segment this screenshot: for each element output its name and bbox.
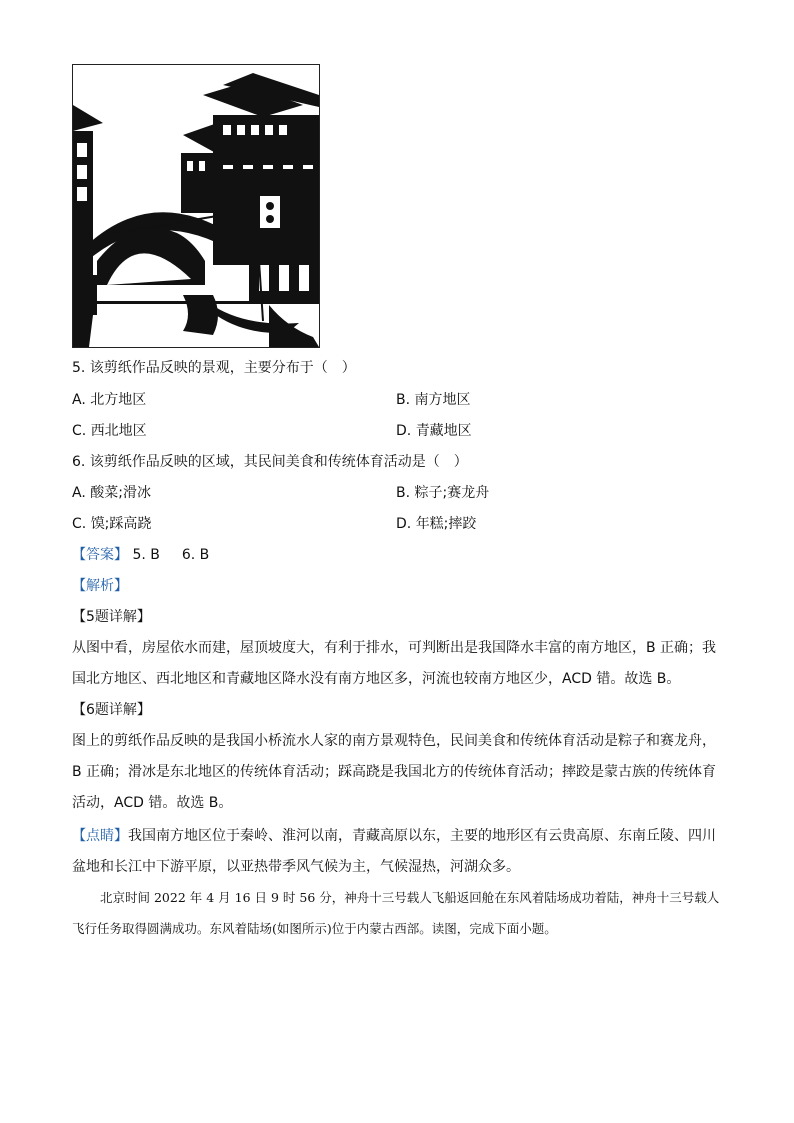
answer-tag: 【答案】 [72, 547, 128, 563]
paper-cut-figure [72, 64, 320, 348]
q5-option-c [72, 421, 147, 441]
option-letter: B. [396, 392, 411, 408]
detail-5-text: 从图中看，房屋依水而建，屋顶坡度大，有利于排水，可判断出是我国降水丰富的南方地区，B 正确；我国北方地区、西北地区和青藏地区降水没有南方地区多，河流也较南方地区少，ACD 错。故选 B。 [72, 640, 717, 687]
option-text: 酸菜;滑冰 [90, 485, 151, 501]
detail-5-title: 【5题详解】 [72, 609, 151, 625]
option-letter: B. [396, 485, 411, 501]
option-letter: C. [72, 516, 87, 532]
q6-option-a [72, 483, 151, 503]
key-point [72, 821, 722, 883]
option-text: 青藏地区 [415, 423, 472, 439]
key-point-tag: 【点睛】 [72, 828, 128, 844]
option-text: 粽子;赛龙舟 [414, 485, 490, 501]
option-letter: C. [72, 423, 87, 439]
next-group-intro: 北京时间 2022 年 4 月 16 日 9 时 56 分，神舟十三号载人飞船返回舱在东风着陆场成功着陆，神舟十三号载人飞行任务取得圆满成功。东风着陆场(如图所示)位于内蒙古西部。读图，完成下面小题。 [72, 890, 720, 936]
question-6-stem: 6. 该剪纸作品反映的区域，其民间美食和传统体育活动是（ ） [72, 454, 468, 470]
option-letter: A. [72, 392, 86, 408]
option-letter: A. [72, 485, 86, 501]
q5-option-a [72, 390, 146, 410]
answer-6: 6. B [181, 547, 210, 563]
q5-option-d [396, 421, 472, 441]
q6-option-c [72, 514, 151, 534]
option-text: 馍;踩高跷 [90, 516, 152, 532]
analysis-tag: 【解析】 [72, 578, 128, 594]
q6-option-d [396, 514, 476, 534]
key-point-text: 我国南方地区位于秦岭、淮河以南，青藏高原以东，主要的地形区有云贵高原、东南丘陵、四川盆地和长江中下游平原，以亚热带季风气候为主，气候湿热，河湖众多。 [72, 828, 716, 875]
option-letter: D. [396, 423, 412, 439]
option-text: 西北地区 [90, 423, 147, 439]
detail-6-title: 【6题详解】 [72, 702, 151, 718]
option-text: 南方地区 [414, 392, 471, 408]
q5-option-b [396, 390, 471, 410]
detail-6-text: 图上的剪纸作品反映的是我国小桥流水人家的南方景观特色，民间美食和传统体育活动是粽子和赛龙舟，B 正确；滑冰是东北地区的传统体育活动；踩高跷是我国北方的传统体育活动；摔跤是蒙古族的传统体育活动，ACD 错。故选 B。 [72, 733, 717, 811]
option-letter: D. [396, 516, 412, 532]
q6-option-b [396, 483, 489, 503]
question-5-stem: 5. 该剪纸作品反映的景观，主要分布于（ ） [72, 360, 356, 376]
answer-line [72, 545, 209, 565]
option-text: 北方地区 [90, 392, 147, 408]
answer-5: 5. B [132, 547, 160, 563]
option-text: 年糕;摔跤 [415, 516, 477, 532]
paper-cut-water-town-image [73, 65, 319, 347]
